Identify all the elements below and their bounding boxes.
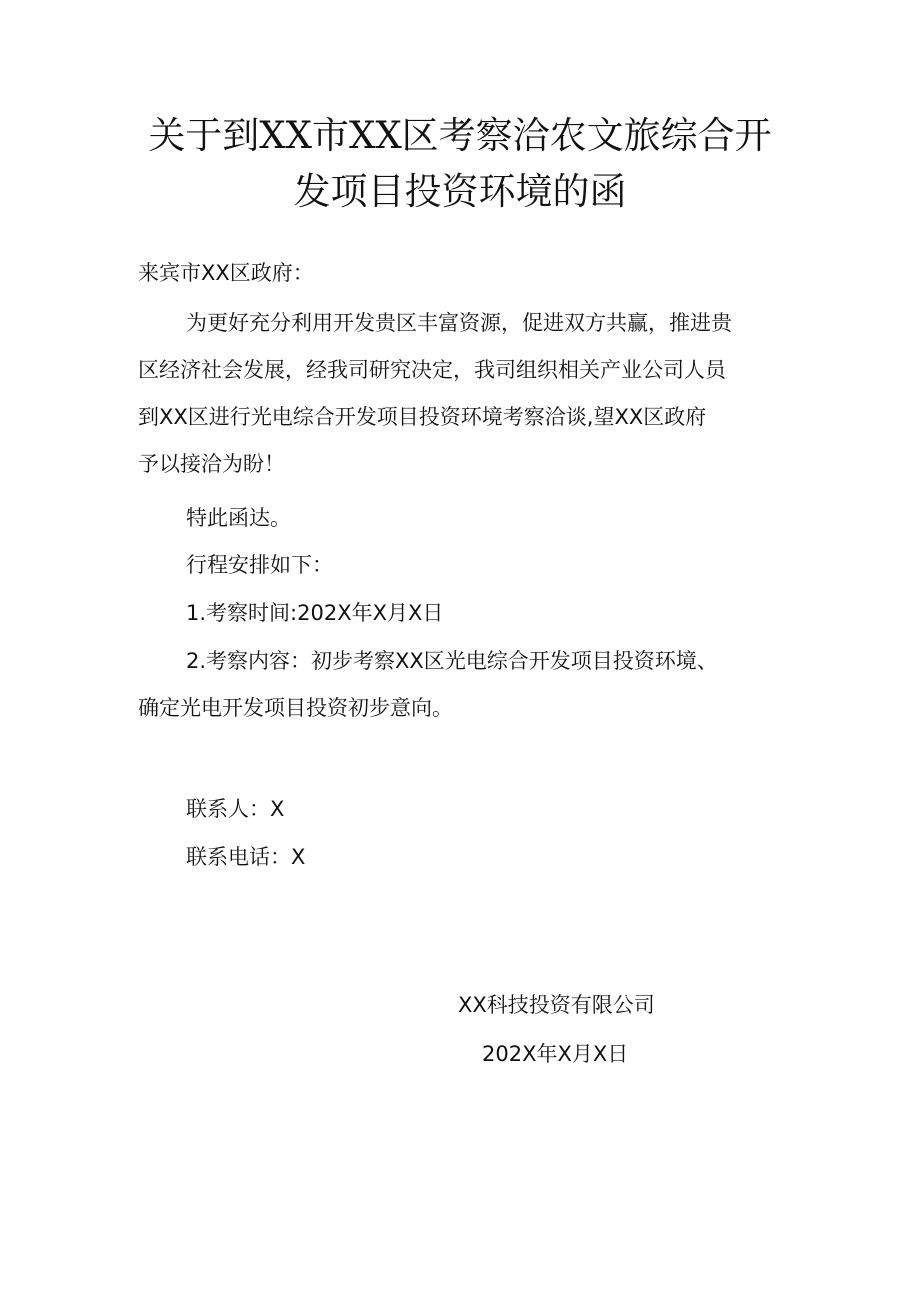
salutation: 来宾市XX区政府： [138,261,314,285]
schedule-item-1: 1.考察时间:202X年X月X日 [186,601,444,625]
signature-company: XX科技投资有限公司 [458,993,655,1017]
document-title [120,108,800,220]
signature-date: 202X年X月X日 [482,1042,629,1066]
contact-phone: 联系电话：X [186,845,306,869]
contact-person: 联系人：X [186,797,285,821]
schedule-item-2-line-2: 确定光电开发项目投资初步意向。 [138,696,453,720]
body-line-3: 到XX区进行光电综合开发项目投资环境考察洽谈,望XX区政府 [138,405,707,429]
body-line-2: 区经济社会发展，经我司研究决定，我司组织相关产业公司人员 [138,358,726,382]
title-line-2: 发项目投资环境的函 [293,170,627,213]
body-line-4: 予以接洽为盼！ [138,452,285,476]
schedule-item-2-line-1: 2.考察内容：初步考察XX区光电综合开发项目投资环境、 [186,649,718,673]
schedule-item-2 [138,638,788,732]
title-line-1: 关于到XX市XX区考察洽农文旅综合开 [148,114,772,157]
body-paragraph [138,300,788,488]
body-line-1: 为更好充分利用开发贵区丰富资源，促进双方共赢，推进贵 [186,311,732,335]
closing-line: 特此函达。 [186,506,291,530]
schedule-heading: 行程安排如下： [186,553,333,577]
